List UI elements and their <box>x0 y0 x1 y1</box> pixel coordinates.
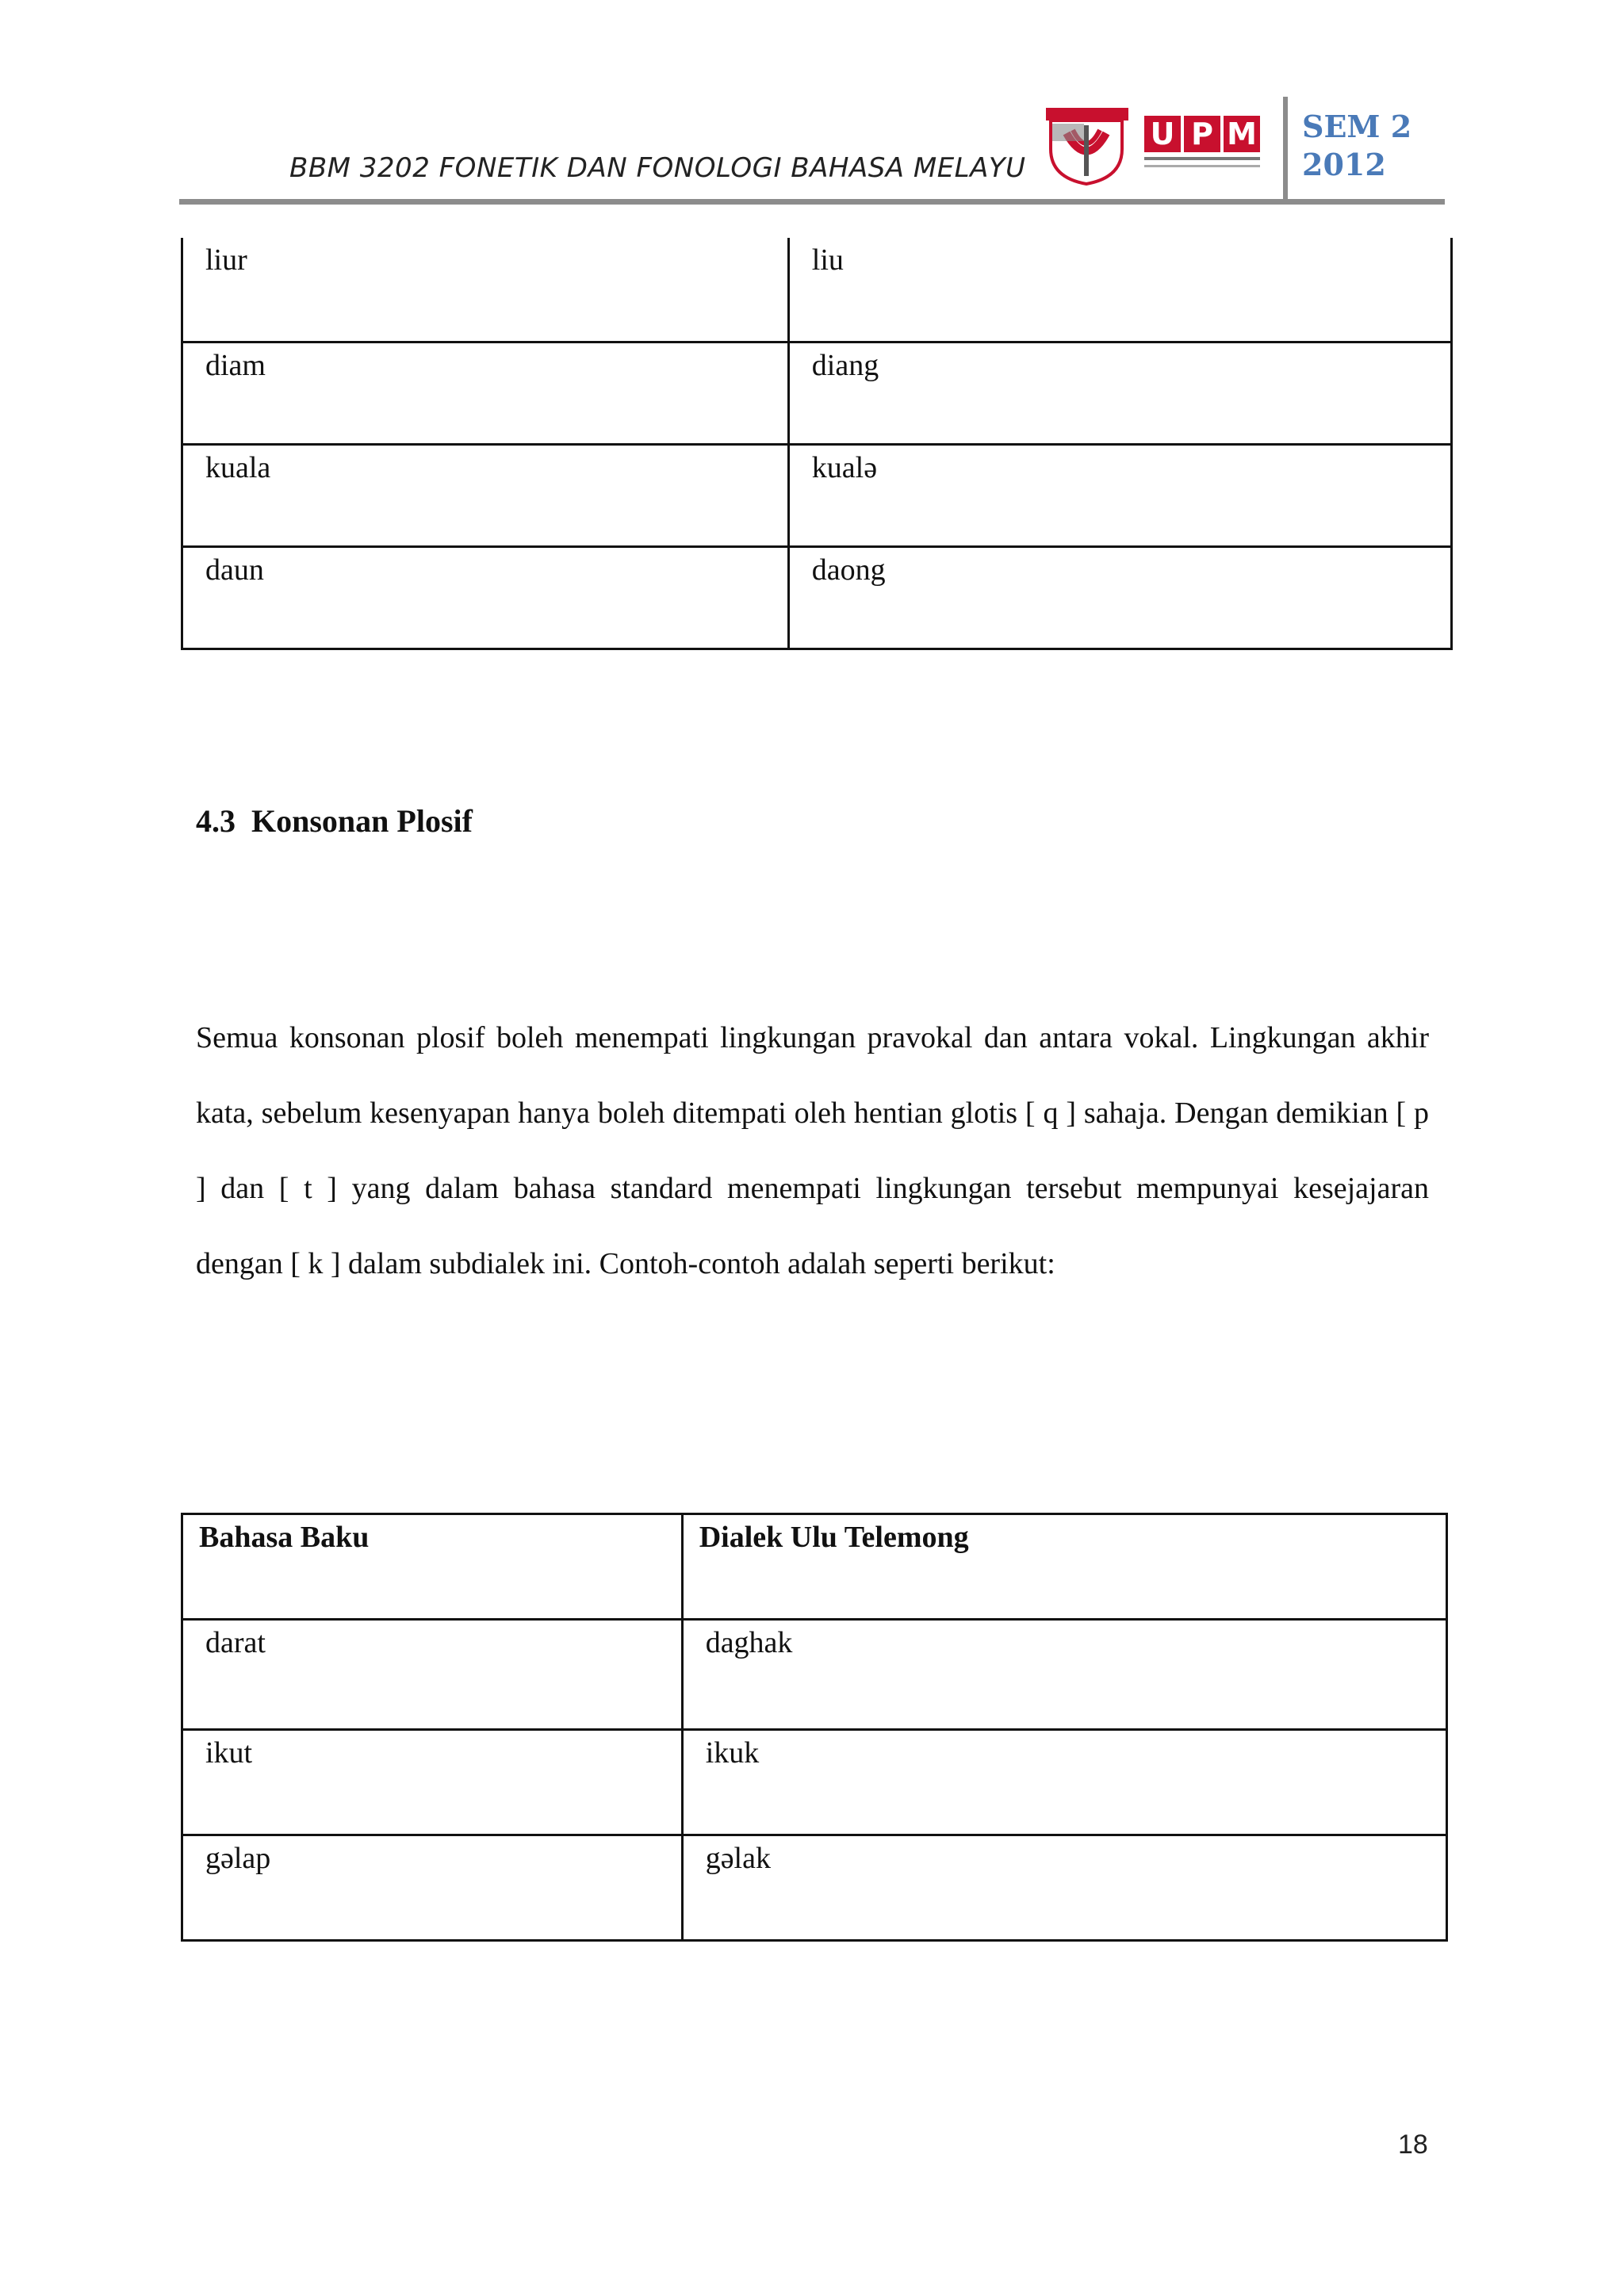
table-row <box>182 238 1452 342</box>
table-cell: liu <box>788 238 1451 342</box>
section-paragraph: Semua konsonan plosif boleh menempati lingkungan pravokal dan antara vokal. Lingkungan akhir kata, sebelum kesenyapan hanya boleh ditempati oleh hentian glotis [ q ] sahaja. Dengan demikian [ p ] dan [ t ] yang dalam bahasa standard menempati lingkungan tersebut mempunyai kesejajaran dengan [ k ] dalam subdialek ini. Contoh-contoh adalah seperti berikut: <box>196 1021 1429 1280</box>
upm-crest-icon <box>1046 108 1128 184</box>
semester-label <box>1302 108 1411 184</box>
column-header: Bahasa Baku <box>182 1514 683 1620</box>
table-cell: ikuk <box>682 1730 1446 1835</box>
table-cell: gəlak <box>682 1835 1446 1941</box>
table-cell: darat <box>182 1620 683 1730</box>
upm-logo <box>1043 101 1273 187</box>
section-heading: 4.3 Konsonan Plosif <box>196 803 473 839</box>
table-row <box>182 1620 1447 1730</box>
table-row <box>182 1730 1447 1835</box>
table-row <box>182 547 1452 649</box>
upm-wordmark-icon <box>1144 116 1260 167</box>
table-cell: liur <box>182 238 789 342</box>
table-cell: ikut <box>182 1730 683 1835</box>
header-divider <box>1283 97 1288 203</box>
header-title: BBM 3202 FONETIK DAN FONOLOGI BAHASA MELAYU <box>289 152 1026 184</box>
table-cell: daghak <box>682 1620 1446 1730</box>
semester-year: 2012 <box>1302 147 1386 182</box>
table-cell: daong <box>788 547 1451 649</box>
table-cell: kualə <box>788 445 1451 547</box>
semester-text: SEM 2 <box>1302 109 1412 144</box>
table-cell: kuala <box>182 445 789 547</box>
page-number: 18 <box>1398 2130 1428 2160</box>
header-rule <box>179 199 1445 205</box>
table-row <box>182 1835 1447 1941</box>
table-cell: daun <box>182 547 789 649</box>
column-header: Dialek Ulu Telemong <box>682 1514 1446 1620</box>
svg-text:U: U <box>1150 117 1175 151</box>
vowel-comparison-table-continued <box>181 238 1453 650</box>
table-row <box>182 445 1452 547</box>
table-header-row <box>182 1514 1447 1620</box>
table-row <box>182 342 1452 445</box>
plosive-comparison-table <box>181 1513 1448 1942</box>
table-cell: diam <box>182 342 789 445</box>
table-cell: diang <box>788 342 1451 445</box>
svg-text:M: M <box>1227 117 1257 151</box>
svg-text:P: P <box>1191 117 1213 151</box>
table-cell: gəlap <box>182 1835 683 1941</box>
